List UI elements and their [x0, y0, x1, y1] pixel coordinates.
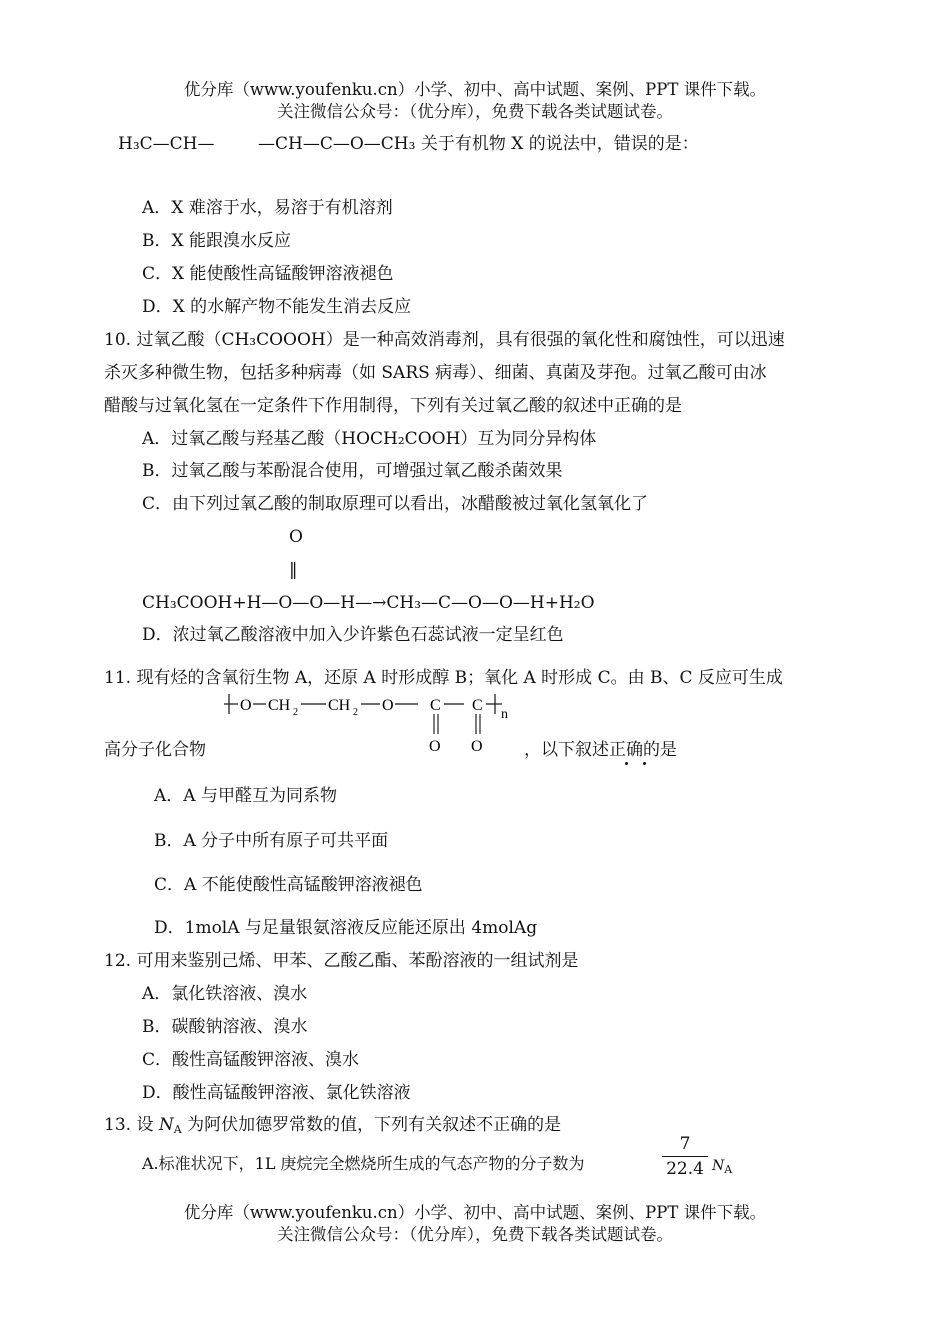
q13-fraction-denominator: 22.4 [666, 1159, 704, 1179]
page-footer-line2: 关注微信公众号：（优分库），免费下载各类试题试卷。 [277, 1225, 673, 1244]
q13-stem [104, 1114, 561, 1136]
q10-option-b: B．过氧乙酸与苯酚混合使用，可增强过氧乙酸杀菌效果 [142, 461, 563, 481]
q12-stem: 12. 可用来鉴别己烯、甲苯、乙酸乙酯、苯酚溶液的一组试剂是 [104, 951, 579, 971]
q13-na2-sub: A [724, 1163, 733, 1176]
q9-formula-left: H₃C—CH— [118, 134, 215, 154]
polymer-c2: C [472, 697, 483, 714]
q10-equation-double-bond: ‖ [289, 560, 298, 580]
polymer-o2: O [382, 697, 394, 714]
q12-option-a: A．氯化铁溶液、溴水 [142, 984, 308, 1004]
polymer-od1: O [429, 738, 441, 755]
q12-option-c: C．酸性高锰酸钾溶液、溴水 [142, 1050, 360, 1070]
q10-line3: 醋酸与过氧化氢在一定条件下作用制得，下列有关过氧乙酸的叙述中正确的是 [104, 396, 682, 416]
q11-tail: ，以下叙述正确的是 [524, 740, 677, 760]
q13-na-sub: A [173, 1123, 182, 1136]
q11-polymer-structure [222, 688, 522, 758]
q13-stem-pre: 13. 设 [104, 1115, 159, 1135]
q11-line1: 11. 现有烃的含氧衍生物 A，还原 A 时形成醇 B；氧化 A 时形成 C。由 B、C 反应可生成 [104, 668, 783, 688]
q10-line1: 10. 过氧乙酸（CH₃COOOH）是一种高效消毒剂，具有很强的氧化性和腐蚀性，可以迅速 [104, 330, 785, 350]
q13-fraction-numerator: 7 [679, 1134, 691, 1154]
polymer-sub-a: 2 [293, 707, 298, 718]
polymer-c1: C [430, 697, 441, 714]
q13-option-a: A.标准状况下，1L 庚烷完全燃烧所生成的气态产物的分子数为 [142, 1154, 585, 1173]
q13-na2-symbol: N [712, 1158, 725, 1174]
q10-line2: 杀灭多种微生物，包括多种病毒（如 SARS 病毒）、细菌、真菌及芽孢。过氧乙酸可由冰 [104, 363, 767, 383]
polymer-sub-b: 2 [353, 707, 358, 718]
q10-option-d: D．浓过氧乙酸溶液中加入少许紫色石蕊试液一定呈红色 [142, 625, 564, 645]
q13-fraction-bar [662, 1156, 708, 1157]
q13-fraction [662, 1134, 708, 1179]
q9-formula-right [258, 133, 699, 155]
page-header-line2: 关注微信公众号：（优分库），免费下载各类试题试卷。 [277, 102, 673, 121]
q11-option-b: B．A 分子中所有原子可共平面 [154, 831, 389, 851]
q9-option-d: D．X 的水解产物不能发生消去反应 [142, 297, 412, 317]
q13-stem-post: 为阿伏加德罗常数的值，下列有关叙述不正确的是 [181, 1115, 562, 1135]
q11-option-d: D．1molA 与足量银氨溶液反应能还原出 4molAg [154, 918, 538, 938]
polymer-o1: O [240, 697, 252, 714]
polymer-ch2-a: CH [268, 697, 291, 714]
q12-option-d: D．酸性高锰酸钾溶液、氯化铁溶液 [142, 1083, 411, 1103]
q13-na: N [158, 1115, 174, 1135]
q10-option-a: A．过氧乙酸与羟基乙酸（HOCH₂COOH）互为同分异构体 [142, 429, 597, 449]
emphasis-dot [625, 762, 628, 765]
polymer-od2: O [471, 738, 483, 755]
q13-na2 [712, 1155, 732, 1177]
page-header-line1: 优分库（www.youfenku.cn）小学、初中、高中试题、案例、PPT 课件下载。 [183, 80, 767, 99]
q9-stem: 关于有机物 X 的说法中，错误的是： [415, 134, 699, 154]
q9-option-a: A．X 难溶于水，易溶于有机溶剂 [142, 198, 393, 218]
q9-option-c: C．X 能使酸性高锰酸钾溶液褪色 [142, 264, 394, 284]
q11-label: 高分子化合物 [104, 740, 206, 760]
q9-option-b: B．X 能跟溴水反应 [142, 231, 291, 251]
q11-option-c: C．A 不能使酸性高锰酸钾溶液褪色 [154, 875, 423, 895]
q12-option-b: B．碳酸钠溶液、溴水 [142, 1017, 308, 1037]
q10-equation: CH₃COOH+H—O—O—H—→CH₃—C—O—O—H+H₂O [142, 593, 595, 613]
q10-equation-oxygen: O [289, 527, 303, 547]
q11-option-a: A．A 与甲醛互为同系物 [154, 786, 337, 806]
q10-option-c: C．由下列过氧乙酸的制取原理可以看出，冰醋酸被过氧化氢氧化了 [142, 494, 649, 514]
polymer-n: n [501, 707, 508, 722]
page-footer-line1: 优分库（www.youfenku.cn）小学、初中、高中试题、案例、PPT 课件下载。 [183, 1203, 767, 1222]
emphasis-dot [643, 762, 646, 765]
q9-formula-right-text: —CH—C—O—CH₃ [258, 134, 416, 154]
polymer-ch2-b: CH [328, 697, 351, 714]
